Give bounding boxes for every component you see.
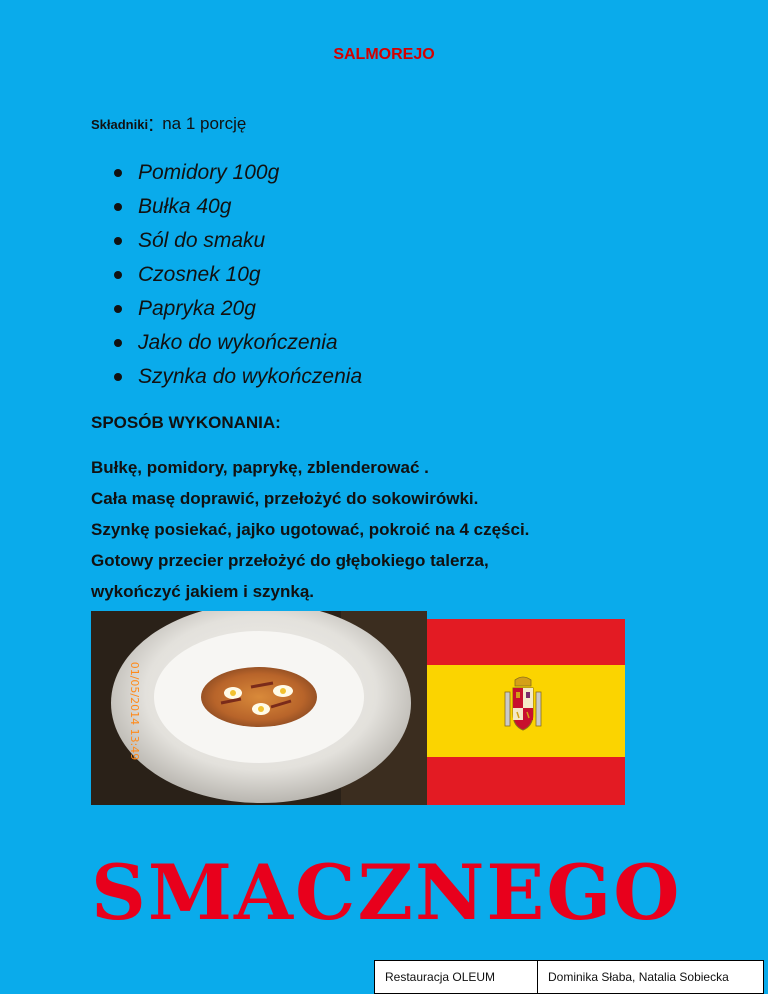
ingredient-text: Sól do smaku xyxy=(138,229,266,252)
ingredient-item xyxy=(112,224,362,258)
method-text xyxy=(91,452,529,607)
ingredient-item xyxy=(112,190,362,224)
method-heading: SPOSÓB WYKONANIA: xyxy=(91,413,281,432)
ingredient-item xyxy=(112,326,362,360)
ingredients-label-text: Składniki xyxy=(91,117,149,132)
method-line: wykończyć jakiem i szynką. xyxy=(91,582,315,601)
portion-note: na 1 porcję xyxy=(162,114,247,133)
ingredient-text: Bułka 40g xyxy=(138,195,232,218)
ingredient-text: Szynka do wykończenia xyxy=(138,365,363,388)
bullet-icon xyxy=(114,169,122,177)
ingredient-text: Papryka 20g xyxy=(138,297,256,320)
ingredients-label xyxy=(91,111,246,137)
photo-timestamp: 01/05/2014 13:49 xyxy=(128,661,141,761)
footer-restaurant: Restauracja OLEUM xyxy=(375,961,538,993)
dish-photo-image xyxy=(91,611,427,805)
ingredient-text: Pomidory 100g xyxy=(138,161,280,184)
spanish-flag xyxy=(427,619,625,805)
recipe-title: SALMOREJO xyxy=(333,46,435,63)
ingredient-item xyxy=(112,258,362,292)
bullet-icon xyxy=(114,237,122,245)
ingredients-list xyxy=(112,156,362,394)
bullet-icon xyxy=(114,373,122,381)
bullet-icon xyxy=(114,305,122,313)
ingredient-text: Jako do wykończenia xyxy=(138,331,338,354)
ingredients-colon: : xyxy=(148,111,155,136)
flag-stripe-top xyxy=(427,619,625,665)
ingredient-item xyxy=(112,360,362,394)
footer-table xyxy=(374,960,764,994)
ingredient-item xyxy=(112,292,362,326)
method-line: Szynkę posiekać, jajko ugotować, pokroić na 4 części. xyxy=(91,520,530,539)
ingredient-text: Czosnek 10g xyxy=(138,263,261,286)
method-line: Gotowy przecier przełożyć do głębokiego talerza, xyxy=(91,551,489,570)
dish-photo xyxy=(91,611,427,805)
footer-authors: Dominika Słaba, Natalia Sobiecka xyxy=(548,970,729,984)
bullet-icon xyxy=(114,339,122,347)
coat-of-arms-icon xyxy=(503,674,543,736)
ingredient-item xyxy=(112,156,362,190)
method-line: Cała masę doprawić, przełożyć do sokowirówki. xyxy=(91,489,479,508)
flag-stripe-bottom xyxy=(427,757,625,805)
closing-greeting: SMACZNEGO xyxy=(91,848,682,937)
method-line: Bułkę, pomidory, paprykę, zblenderować . xyxy=(91,458,429,477)
bullet-icon xyxy=(114,203,122,211)
bullet-icon xyxy=(114,271,122,279)
